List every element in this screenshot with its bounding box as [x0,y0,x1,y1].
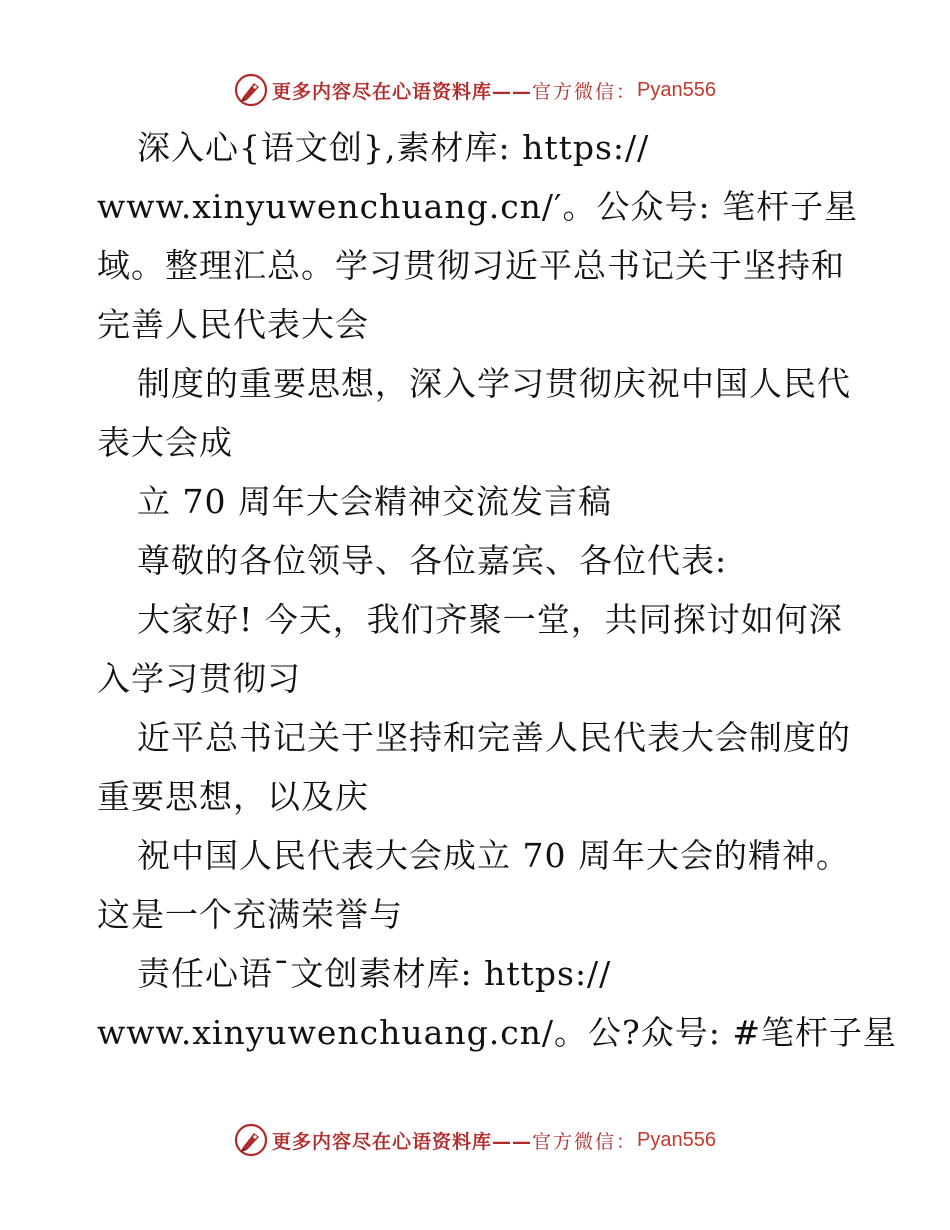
footer-banner [0,1120,950,1160]
text-line: 表大会成 [97,423,233,462]
text-line: 祝中国人民代表大会成立 70 周年大会的精神。 [137,836,850,875]
text-line: 责任心语¯文创素材库: https:// [137,954,612,993]
text-line: www.xinyuwenchuang.cn/′。公众号: 笔杆子星 [97,187,859,226]
text-line: 尊敬的各位领导、各位嘉宾、各位代表: [137,541,728,580]
document-body [97,118,897,1062]
text-line: www.xinyuwenchuang.cn/。公?众号: #笔杆子星 [97,1013,897,1052]
banner-text: 更多内容尽在心语资料库—— [272,1130,533,1153]
text-line: 大家好! 今天，我们齐聚一堂，共同探讨如何深 [137,600,843,639]
text-line: 制度的重要思想，深入学习贯彻庆祝中国人民代 [137,364,851,403]
banner-wechat-label: 官方微信： [532,1130,638,1153]
text-line: 重要思想，以及庆 [97,777,369,816]
text-line: 完善人民代表大会 [97,305,369,344]
banner-wechat-id: Pyan556 [637,78,716,101]
banner-wechat-label: 官方微信： [532,80,638,103]
pen-nib-logo-icon [234,73,268,107]
text-line: 域。整理汇总。学习贯彻习近平总书记关于坚持和 [97,246,845,285]
text-line: 深入心{语文创},素材库: https:// [137,128,650,167]
text-line: 立 70 周年大会精神交流发言稿 [137,482,612,521]
banner-text: 更多内容尽在心语资料库—— [272,80,533,103]
text-line: 入学习贯彻习 [97,659,301,698]
header-banner [0,70,950,110]
banner-wechat-id: Pyan556 [637,1128,716,1151]
text-line: 这是一个充满荣誉与 [97,895,403,934]
pen-nib-logo-icon [234,1123,268,1157]
text-line: 近平总书记关于坚持和完善人民代表大会制度的 [137,718,851,757]
